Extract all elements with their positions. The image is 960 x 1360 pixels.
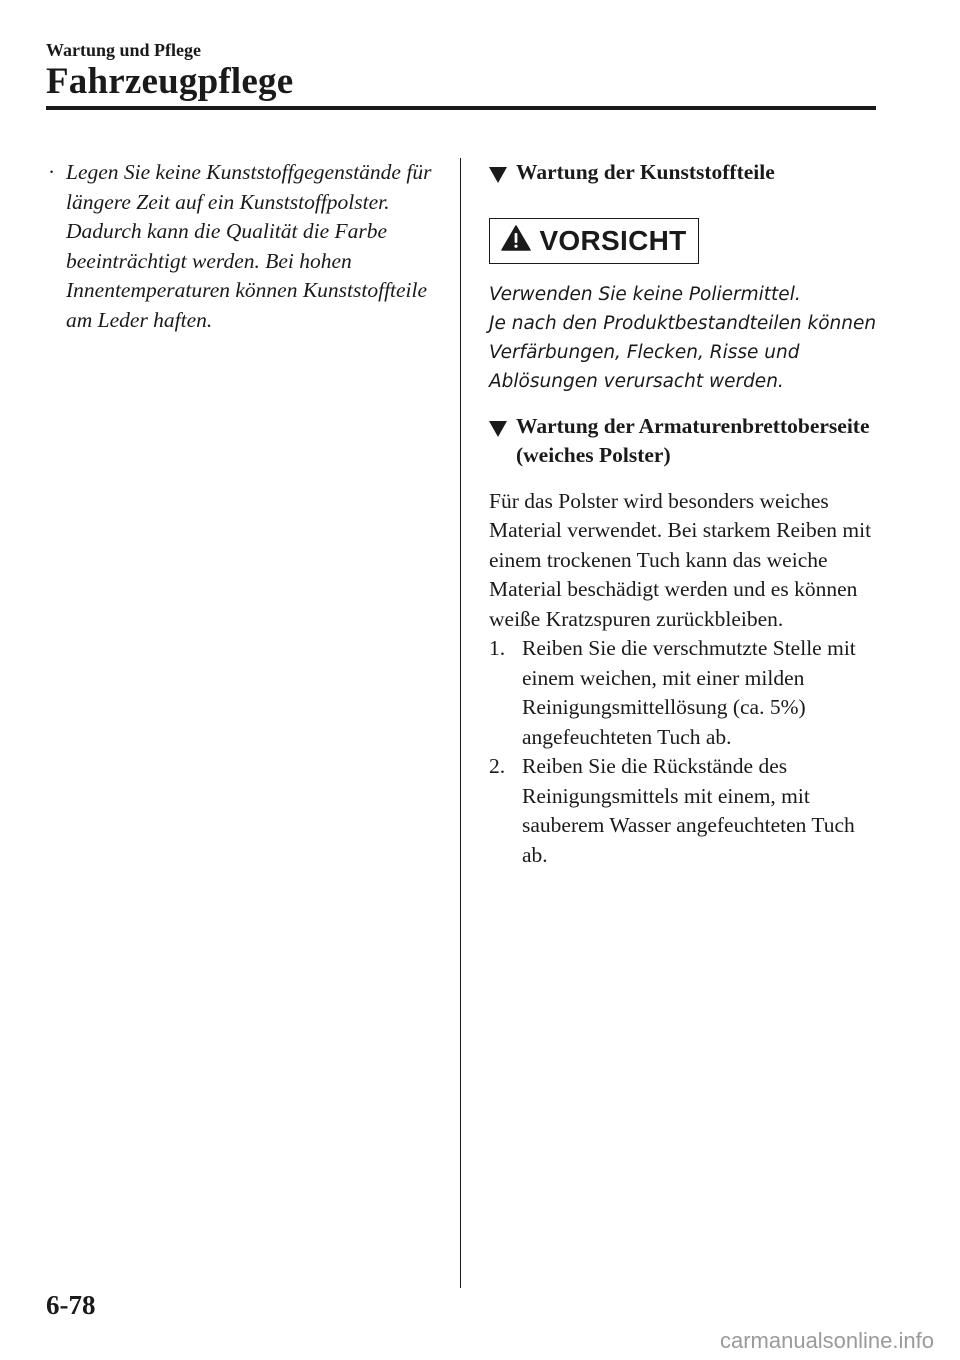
page-title: Fahrzeugpflege	[46, 61, 294, 102]
step-text: Reiben Sie die verschmutzte Stelle mit einem weichen, mit einer milden Reinigungsmittellösung (ca. 5%) angefeuchteten Tuch ab.	[522, 636, 856, 749]
list-item	[489, 634, 879, 752]
step-number: 2.	[489, 754, 506, 778]
left-column	[46, 158, 446, 335]
heading-plastic-parts	[489, 158, 879, 188]
section-label: Wartung und Pflege	[46, 40, 202, 60]
caution-label: VORSICHT	[539, 224, 687, 256]
right-column	[489, 158, 879, 870]
intro-paragraph: Für das Polster wird besonders weiches Material verwendet. Bei starkem Reiben mit einem trockenen Tuch kann das weiche Material beschädigt werden und es können weiße Kratzspuren zurückbleiben.	[489, 488, 872, 631]
heading-text: Wartung der Kunststoffteile	[516, 160, 775, 184]
heading-dashboard-top	[489, 412, 879, 471]
bullet-marker: ·	[48, 160, 56, 184]
caution-line: Je nach den Produktbestandteilen können Verfärbungen, Flecken, Risse und Ablösungen verursacht werden.	[489, 312, 877, 392]
step-number: 1.	[489, 636, 506, 660]
caution-text	[489, 280, 879, 396]
caution-box	[489, 218, 699, 264]
title-rule	[46, 106, 876, 110]
column-divider	[460, 158, 461, 1288]
steps-list	[489, 634, 879, 870]
step-text: Reiben Sie die Rückstände des Reinigungsmittels mit einem, mit sauberem Wasser angefeuchteten Tuch ab.	[522, 754, 855, 867]
watermark: carmanualsonline.info	[719, 1328, 934, 1353]
bullet-item	[46, 158, 446, 335]
down-triangle-icon	[489, 158, 516, 188]
down-triangle-icon	[489, 412, 516, 471]
caution-line: Verwenden Sie keine Poliermittel.	[489, 283, 801, 305]
bullet-text: Legen Sie keine Kunststoffgegenstände für längere Zeit auf ein Kunststoffpolster. Dadurch kann die Qualität die Farbe beeinträchtigt werden. Bei hohen Innentemperaturen können Kunststoffteile am Leder haften.	[66, 160, 432, 332]
list-item	[489, 752, 879, 870]
page-number: 6-78	[46, 1290, 96, 1320]
warning-triangle-icon	[501, 225, 531, 256]
heading-text: Wartung der Armaturenbrettoberseite (weiches Polster)	[516, 413, 870, 467]
